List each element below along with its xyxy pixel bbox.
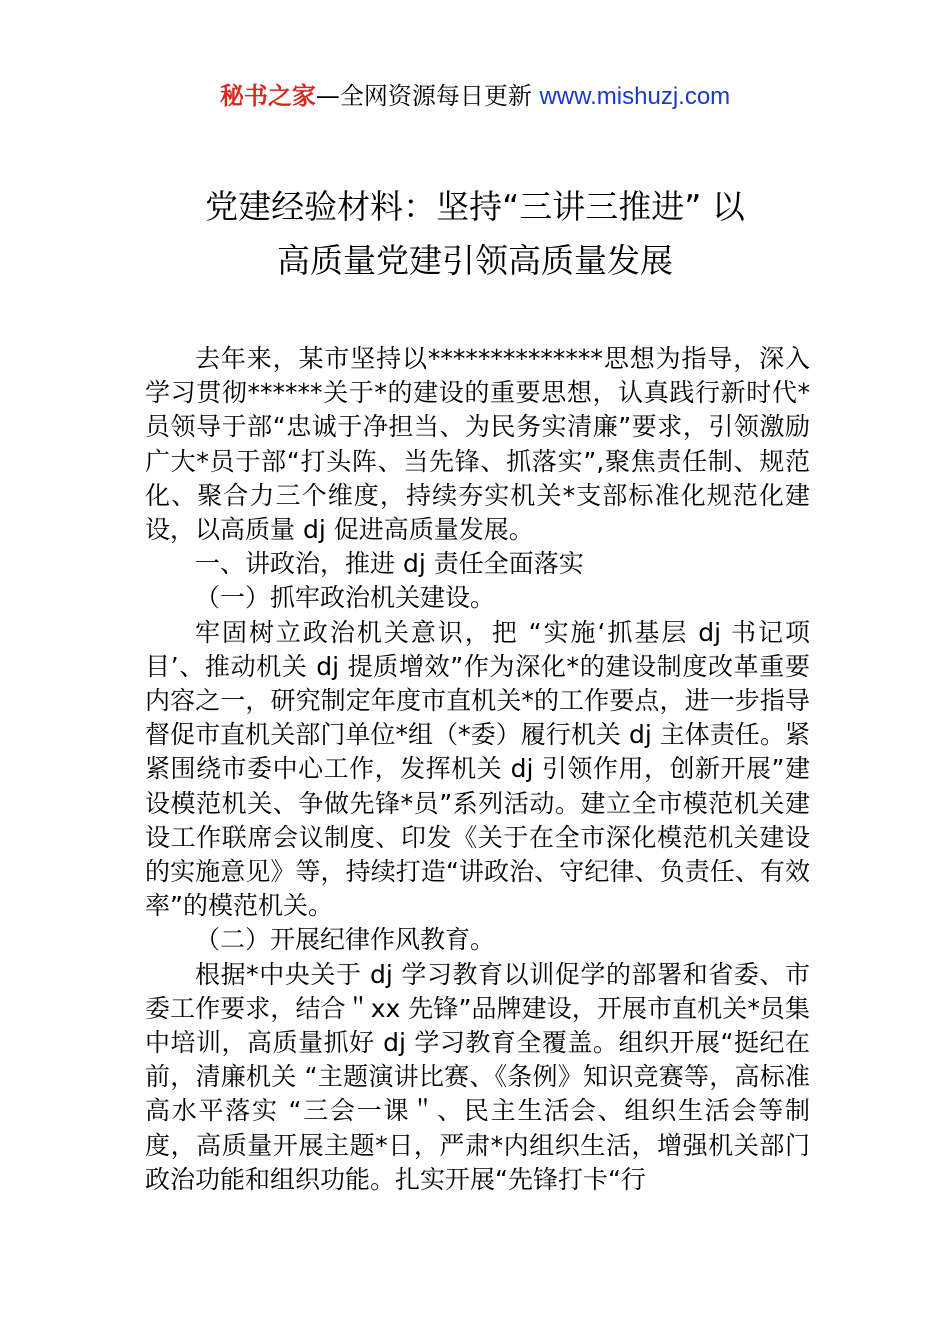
banner-tagline: —全网资源每日更新 (315, 82, 540, 110)
paragraph-discipline-education: 根据*中央关于 dj 学习教育以训促学的部署和省委、市委工作要求，结合＂xx 先锋”品牌建设，开展市直机关*员集中培训，高质量抓好 dj 学习教育全覆盖。组织开展“挺纪在前，清廉机关 “主题演讲比赛、《条例》知识竞赛等，高标准高水平落实 “三会一课＂、民主生活会、组织生活会等制度，高质量开展主题*日，严肃*内组织生活，增强机关部门政治功能和组织功能。扎实开展“先锋打卡“行 (145, 959, 810, 1194)
site-banner (0, 80, 950, 113)
subsection-heading-2: （二）开展纪律作风教育。 (195, 925, 496, 955)
subsection-heading-1: （一）抓牢政治机关建设。 (195, 583, 496, 613)
title-line-1: 党建经验材料：坚持“三讲三推进” 以 (205, 187, 745, 226)
paragraph-political-organ: 牢固树立政治机关意识，把 “实施‘抓基层 dj 书记项目’、推动机关 dj 提质增效”作为深化*的建设制度改革重要内容之一，研究制定年度市直机关*的工作要点，进一步指导督促市直机关部门单位*组（*委）履行机关 dj 主体责任。紧紧围绕市委中心工作，发挥机关 dj 引领作用，创新开展”建设模范机关、争做先锋*员”系列活动。建立全市模范机关建设工作联席会议制度、印发《关于在全市深化模范机关建设的实施意见》等，持续打造“讲政治、守纪律、负责任、有效率”的模范机关。 (145, 617, 810, 921)
section-heading-1: 一、讲政治，推进 dj 责任全面落实 (195, 549, 584, 579)
banner-website-link[interactable]: www.mishuzj.com (539, 83, 731, 110)
document-body (145, 342, 810, 1197)
banner-brand: 秘书之家 (219, 82, 316, 110)
paragraph-intro: 去年来，某市坚持以**************思想为指导，深入学习贯彻******关于*的建设的重要思想，认真践行新时代*员领导于部“忠诚于净担当、为民务实清廉”要求，引领激励广大*员于部“打头阵、当先锋、抓落实”,聚焦责任制、规范化、聚合力三个维度，持续夯实机关*支部标准化规范化建设，以高质量 dj 促进高质量发展。 (145, 344, 810, 545)
document-title (80, 180, 870, 288)
title-line-2: 高质量党建引领高质量发展 (277, 241, 673, 280)
